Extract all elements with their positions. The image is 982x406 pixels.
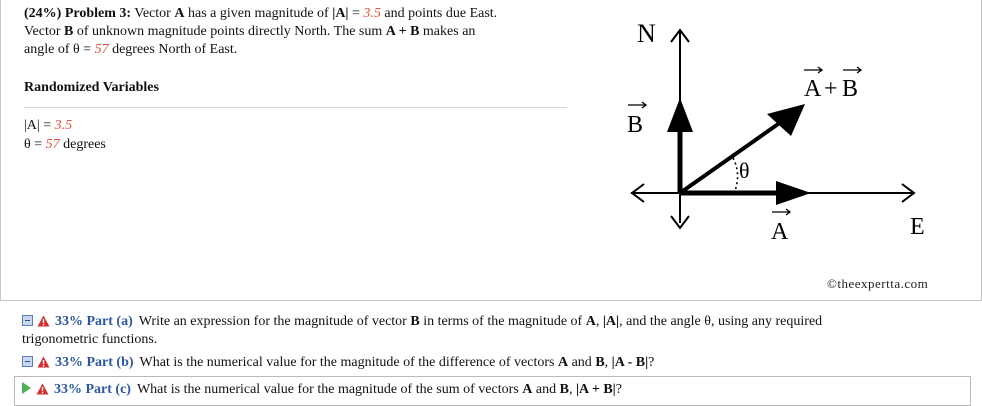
north-label: N (637, 19, 656, 48)
part-c-abs-sum: |A + B| (575, 382, 616, 397)
divider (24, 107, 567, 108)
part-a-label[interactable]: 33% Part (a) (55, 314, 133, 329)
east-label: E (910, 214, 925, 240)
vector-a-head (776, 181, 811, 205)
variable-value: 3.5 (54, 118, 73, 133)
statement-text: Vector (24, 24, 65, 39)
warning-icon (37, 315, 50, 327)
vector-a-text: A (174, 6, 185, 21)
statement-text: angle of θ = (24, 42, 95, 57)
part-c-question: and (532, 382, 560, 397)
part-c[interactable] (22, 381, 622, 399)
statement-text: of unknown magnitude points directly North. The sum (73, 24, 386, 39)
part-b-question: , (604, 355, 612, 370)
vector-diagram (601, 8, 981, 263)
part-b-label[interactable]: 33% Part (b) (55, 355, 134, 370)
vector-sum-arrow (680, 122, 781, 193)
vector-a-label: A (771, 219, 789, 245)
part-a-question: trigonometric functions. (22, 332, 158, 347)
variable-label: θ = (24, 137, 46, 152)
statement-text: has a given magnitude of (184, 6, 333, 21)
vector-b-label: B (627, 112, 644, 138)
sum-ab-text: A + B (385, 24, 420, 39)
vector-b-text: B (64, 24, 74, 39)
part-c-question: ? (615, 382, 622, 397)
magnitude-a-value: 3.5 (363, 6, 381, 21)
part-b-question: What is the numerical value for the magnitude of the difference of vectors (139, 355, 558, 370)
minimize-icon[interactable] (22, 356, 33, 367)
part-b-question: ? (648, 355, 655, 370)
part-a-vec-a: A (585, 314, 596, 329)
randomized-variables-heading: Randomized Variables (24, 80, 159, 95)
part-c-vec-b: B (559, 382, 569, 397)
part-b[interactable] (22, 354, 654, 372)
part-c-label[interactable]: 33% Part (c) (54, 382, 131, 397)
part-b-vec-a: A (557, 355, 569, 370)
variable-label: |A| = (24, 118, 55, 133)
theta-label: θ (739, 158, 750, 183)
copyright-credit: ©theexpertta.com (827, 276, 929, 291)
variable-magnitude-a (24, 116, 106, 135)
problem-weight: (24%) (24, 6, 62, 21)
part-b-question: and (568, 355, 596, 370)
part-b-vec-b: B (595, 355, 605, 370)
variable-value: 57 (45, 137, 60, 152)
part-a-abs-a: |A| (602, 314, 620, 329)
part-b-abs-diff: |A - B| (611, 355, 649, 370)
statement-text: makes an (419, 24, 476, 39)
part-a-vec-b: B (410, 314, 420, 329)
variable-unit: degrees (59, 137, 106, 152)
part-c-question: What is the numerical value for the magnitude of the sum of vectors (136, 382, 523, 397)
part-a-question: in terms of the magnitude of (419, 314, 586, 329)
statement-text: degrees North of East. (108, 42, 238, 57)
part-a-question: , and the angle θ, using any required (619, 314, 823, 329)
problem-title: Problem 3: (64, 6, 132, 21)
part-a-question: Write an expression for the magnitude of vector (138, 314, 411, 329)
vector-b-head (667, 98, 693, 132)
warning-icon (37, 356, 50, 368)
variable-theta (24, 135, 106, 154)
sum-label-a: A (804, 76, 822, 102)
part-a[interactable] (22, 313, 822, 349)
vector-sum-head (767, 104, 805, 136)
statement-text: and points due East. (380, 6, 498, 21)
sum-label-b: B (842, 76, 859, 102)
randomized-variables-list (24, 116, 106, 154)
statement-text: Vector (131, 6, 175, 21)
abs-a-text: |A| (332, 6, 349, 21)
angle-arc (733, 158, 738, 191)
play-icon[interactable] (22, 382, 31, 394)
part-c-vec-a: A (522, 382, 533, 397)
warning-icon (36, 383, 49, 395)
part-a-question: , (595, 314, 603, 329)
theta-value: 57 (94, 42, 109, 57)
minimize-icon[interactable] (22, 315, 33, 326)
part-c-question: , (568, 382, 576, 397)
statement-text: = (348, 6, 364, 21)
sum-label-plus: + (824, 76, 838, 102)
problem-statement (24, 5, 584, 59)
